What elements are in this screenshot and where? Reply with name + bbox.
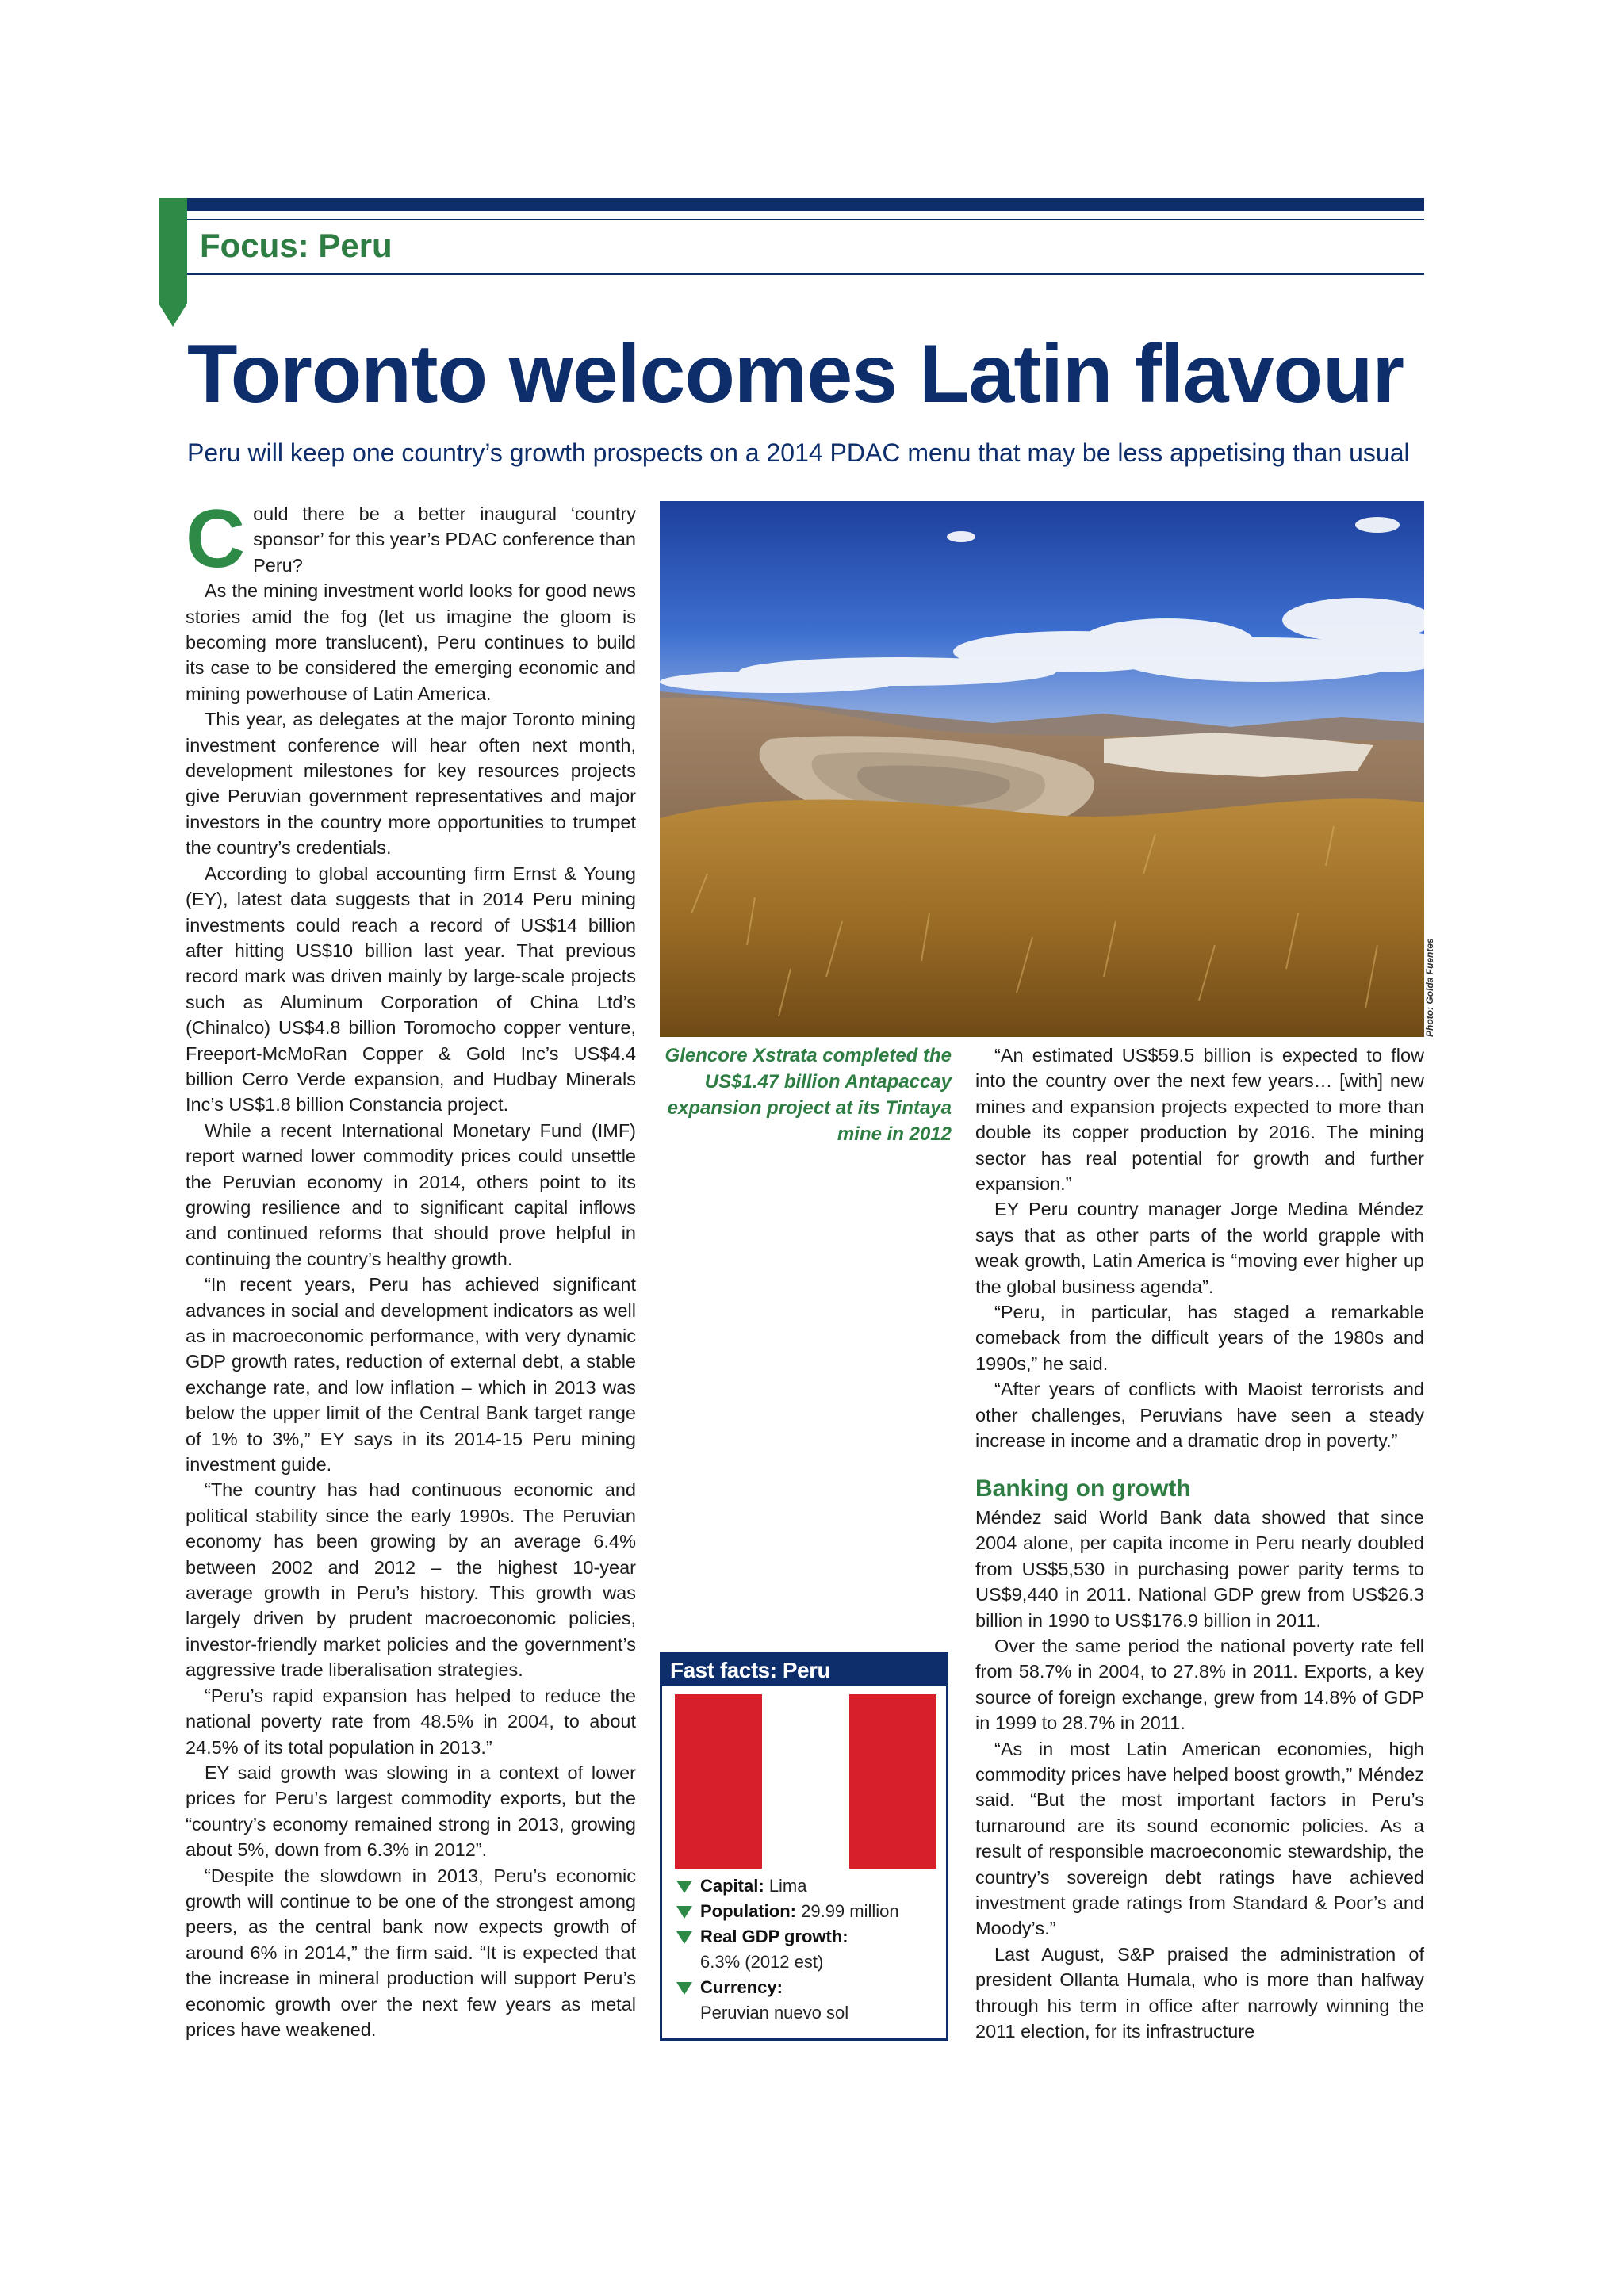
paragraph: Over the same period the national poverty rate fell from 58.7% in 2004, to 27.8% in 2011. Exports, a key source of foreign exchange, grew from 14.8% of GDP in 1999 to 28.7% in 2011. — [975, 1635, 1424, 1734]
paragraph: “Peru, in particular, has staged a remarkable comeback from the difficult years of the 1980s and 1990s,” he said. — [975, 1302, 1424, 1374]
paragraph: “After years of conflicts with Maoist terrorists and other challenges, Peruvians have seen a steady increase in income and a dramatic drop in poverty.” — [975, 1379, 1424, 1452]
paragraph: As the mining investment world looks for good news stories amid the fog (let us imagine the gloom is becoming more translucent), Peru continues to build its case to be considered the emerging economic and mining powerhouse of Latin America. — [186, 580, 636, 704]
paragraph: “As in most Latin American economies, high commodity prices have helped boost growth,” Méndez said. “But the most important factors in Peru’s turnaround are its sound economic policies. As a result of responsible macroeconomic stewardship, the country’s sovereign debt ratings have achieved investment grade ratings from Standard & Poor’s and Moody’s.” — [975, 1738, 1424, 1939]
bullet-triangle-icon — [676, 1931, 692, 1944]
paragraph: “An estimated US$59.5 billion is expected to flow into the country over the next few years… [with] new mines and expansion projects expected to more than double its copper production by 2016. The mining sector has real potential for growth and further expansion.” — [975, 1045, 1424, 1195]
fact-item: Population: 29.99 million — [676, 1899, 938, 1924]
bullet-triangle-icon — [676, 1881, 692, 1893]
mine-photo — [660, 501, 1424, 1037]
paragraph: While a recent International Monetary Fund (IMF) report warned lower commodity prices could unsettle the Peruvian economy in 2014, others point to its growing resilience and to significant capital inflows and continued reforms that should prove helpful in continuing the country’s healthy growth. — [186, 1119, 636, 1269]
paragraph: EY said growth was slowing in a context of lower prices for Peru’s largest commodity exports, but the “country’s economy remained strong in 2013, growing about 5%, down from 6.3% in 2012”. — [186, 1762, 636, 1861]
photo-credit: Photo: Golda Fuentes — [1424, 938, 1435, 1037]
headline: Toronto welcomes Latin flavour — [187, 328, 1404, 420]
standfirst: Peru will keep one country’s growth prospects on a 2014 PDAC menu that may be less appetising than usual — [187, 438, 1410, 467]
paragraph: “The country has had continuous economic and political stability since the early 1990s. The Peruvian economy has been growing by an average 6.4% between 2002 and 2012 – the highest 10-year average growth in Peru’s history. This growth was largely driven by prudent macroeconomic policies, investor-friendly market policies and the government’s aggressive trade liberalisation strategies. — [186, 1479, 636, 1681]
paragraph: EY Peru country manager Jorge Medina Méndez says that as other parts of the world grapple with weak growth, Latin America is “moving ever higher up the global business agenda”. — [975, 1199, 1424, 1297]
photo-caption: Glencore Xstrata completed the US$1.47 billion Antapaccay expansion project at its Tintaya mine in 2012 — [665, 1045, 952, 1145]
paragraph: Could there be a better inaugural ‘country sponsor’ for this year’s PDAC conference than Peru? — [186, 493, 636, 585]
article-column-3 — [975, 1043, 1424, 2044]
fact-list — [676, 1873, 938, 2026]
section-marker — [159, 198, 187, 327]
paragraph: Méndez said World Bank data showed that since 2004 alone, per capita income in Peru nearly doubled from US$5,530 in purchasing power parity terms to US$9,440 in 2011. National GDP grew from US$26.3 billion in 1990 to US$176.9 billion in 2011. — [975, 1506, 1424, 1631]
paragraph: This year, as delegates at the major Toronto mining investment conference will hear often next month, development milestones for key resources projects give Peruvian government representatives and major investors in the country more opportunities to trumpet the country’s credentials. — [186, 709, 636, 859]
subheading: Banking on growth — [975, 1475, 1191, 1502]
section-kicker: Focus: Peru — [200, 227, 393, 264]
fact-item: Capital: Lima — [676, 1873, 938, 1899]
drop-cap: C — [186, 493, 246, 585]
fact-item: Currency: Peruvian nuevo sol — [676, 1975, 938, 2026]
bullet-triangle-icon — [676, 1982, 692, 1995]
header-rule-top — [187, 219, 1424, 220]
peru-flag-icon — [675, 1694, 936, 1869]
paragraph: Last August, S&P praised the administration of president Ollanta Humala, who is more than halfway through his term in office after narrowly winning the 2011 election, for its infrastructure — [975, 1943, 1424, 2042]
paragraph: According to global accounting firm Ernst & Young (EY), latest data suggests that in 2014 Peru mining investments could reach a record of US$14 billion after hitting US$10 billion last year. That previous record mark was driven mainly by large-scale projects such as Aluminum Corporation of China Ltd’s (Chinalco) US$4.8 billion Toromocho copper venture, Freeport-McMoRan Copper & Gold Inc’s US$4.4 billion Cerro Verde expansion, and Hudbay Minerals Inc’s US$1.8 billion Constancia project. — [186, 863, 636, 1115]
fact-box-title: Fast facts: Peru — [662, 1655, 946, 1686]
bullet-triangle-icon — [676, 1906, 692, 1919]
fact-box — [660, 1652, 948, 2041]
paragraph: “Despite the slowdown in 2013, Peru’s economic growth will continue to be one of the strongest among peers, as the central bank now expects growth of around 6% in 2014,” the firm said. “It is expected that the increase in mineral production will support Peru’s economic growth over the next few years as metal prices have weakened. — [186, 1865, 636, 2040]
paragraph: “Peru’s rapid expansion has helped to reduce the national poverty rate from 48.5% in 2004, to about 24.5% of its total population in 2013.” — [186, 1685, 636, 1758]
header-bar — [187, 198, 1424, 211]
article-column-1 — [186, 493, 636, 2042]
fact-item: Real GDP growth: 6.3% (2012 est) — [676, 1924, 938, 1975]
paragraph: “In recent years, Peru has achieved significant advances in social and development indicators as well as in macroeconomic performance, with very dynamic GDP growth rates, reduction of external debt, a stable exchange rate, and low inflation – which in 2013 was below the upper limit of the Central Bank target range of 1% to 3%,” EY says in its 2014-15 Peru mining investment guide. — [186, 1274, 636, 1475]
header-rule-bottom — [187, 273, 1424, 275]
